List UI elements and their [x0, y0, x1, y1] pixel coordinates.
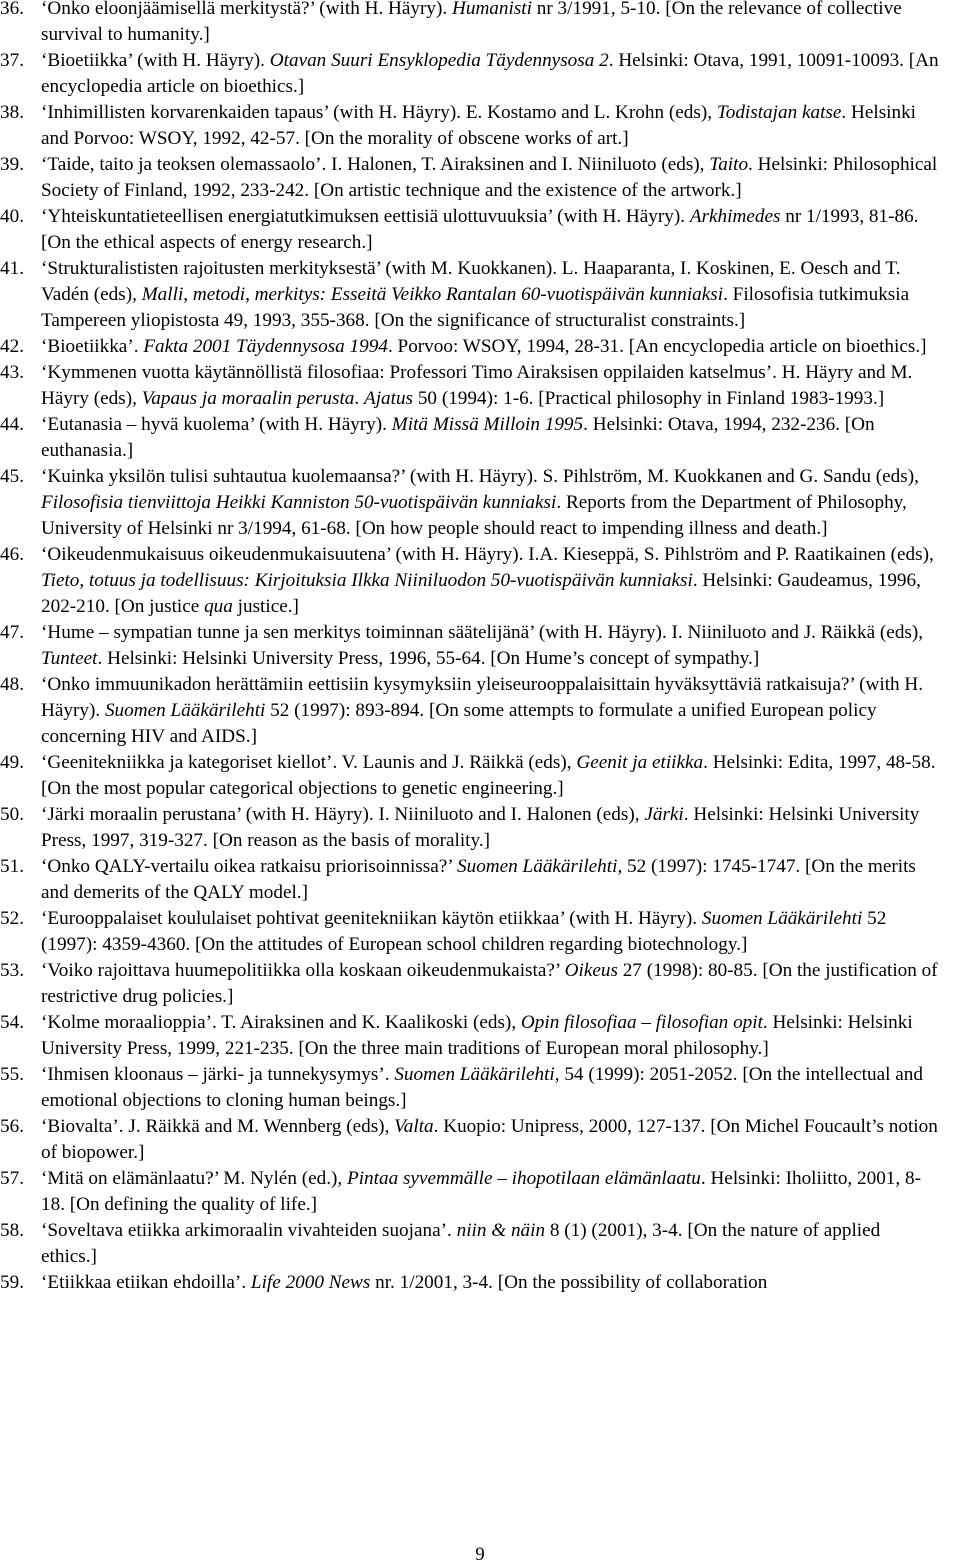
entry-text: , 52 (1997): 1745-1747. [On the merits and demerits of the QALY model.] [41, 856, 916, 903]
entry-number: 55. [0, 1064, 24, 1085]
entry-number: 39. [0, 154, 24, 175]
italic-title: Järki [644, 804, 684, 825]
italic-title: Oikeus [564, 960, 618, 981]
reference-entry [0, 1062, 940, 1114]
reference-entry [0, 48, 940, 100]
entry-text: , 54 (1999): 2051-2052. [On the intellectual and emotional objections to cloning human beings.] [41, 1064, 923, 1111]
entry-text: ‘Hume – sympatian tunne ja sen merkitys toiminnan säätelijänä’ (with H. Häyry). I. Niiniluoto and J. Räikkä (eds), [41, 622, 924, 643]
italic-title: Life 2000 News [250, 1272, 371, 1293]
italic-title: Arkhimedes [689, 206, 781, 227]
entry-text: ‘Kymmenen vuotta käytännöllistä filosofiaa: Professori Timo Airaksisen oppilaiden katselmus’. H. Häyry and M. Häyry (eds), [41, 362, 913, 409]
reference-entry [0, 750, 940, 802]
entry-text: ‘Onko eloonjäämisellä merkitystä?’ (with H. Häyry). [41, 0, 452, 19]
entry-text: ‘Eurooppalaiset koululaiset pohtivat geenitekniikan käytön etiikkaa’ (with H. Häyry). [41, 908, 702, 929]
italic-title: Filosofisia tienviittoja Heikki Kanniston 50-vuotispäivän kunniaksi [41, 492, 557, 513]
entry-number: 51. [0, 856, 24, 877]
entry-text: ‘Strukturalististen rajoitusten merkityksestä’ (with M. Kuokkanen). L. Haaparanta, I. Koskinen, E. Oesch and T. Vadén (eds), [41, 258, 901, 305]
entry-text: ‘Geenitekniikka ja kategoriset kiellot’. V. Launis and J. Räikkä (eds), [41, 752, 577, 773]
entry-text: ‘Mitä on elämänlaatu?’ M. Nylén (ed.), [41, 1168, 347, 1189]
italic-title: Suomen Lääkärilehti [104, 700, 266, 721]
entry-text: ‘Etiikkaa etiikan ehdoilla’. [41, 1272, 251, 1293]
entry-text: ‘Voiko rajoittava huumepolitiikka olla koskaan oikeudenmukaista?’ [41, 960, 565, 981]
italic-title: Humanisti [452, 0, 532, 19]
italic-title: Vapaus ja moraalin perusta [141, 388, 355, 409]
entry-text: . Helsinki: Edita, 1997, 48-58. [On the most popular categorical objections to genetic engineering.] [41, 752, 936, 799]
italic-title: Geenit ja etiikka [576, 752, 704, 773]
entry-number: 43. [0, 362, 24, 383]
entry-number: 40. [0, 206, 24, 227]
italic-title: niin & näin [456, 1220, 546, 1241]
entry-text: ‘Ihmisen kloonaus – järki- ja tunnekysymys’. [41, 1064, 395, 1085]
entry-text: . [354, 388, 364, 409]
entry-text: ‘Taide, taito ja teoksen olemassaolo’. I. Halonen, T. Airaksinen and I. Niiniluoto (eds), [41, 154, 710, 175]
reference-entry [0, 1166, 940, 1218]
reference-entry [0, 360, 940, 412]
italic-title: Todistajan katse [716, 102, 842, 123]
entry-number: 49. [0, 752, 24, 773]
entry-number: 54. [0, 1012, 24, 1033]
reference-entry [0, 802, 940, 854]
italic-title: Taito [709, 154, 749, 175]
reference-entry [0, 1010, 940, 1062]
entry-text: . Filosofisia tutkimuksia Tampereen yliopistosta 49, 1993, 355-368. [On the significance of structuralist constraints.] [41, 284, 910, 331]
reference-entry [0, 334, 940, 360]
entry-text: ‘Soveltava etiikka arkimoraalin vivahteiden suojana’. [41, 1220, 457, 1241]
entry-text: . Reports from the Department of Philosophy, University of Helsinki nr 3/1994, 61-68. [On how people should react to impending illness and death.] [41, 492, 907, 539]
italic-title: Opin filosofiaa – filosofian opit [520, 1012, 763, 1033]
entry-text: 50 (1994): 1-6. [Practical philosophy in Finland 1983-1993.] [413, 388, 885, 409]
reference-entry [0, 542, 940, 620]
reference-entry [0, 1114, 940, 1166]
reference-entry [0, 412, 940, 464]
italic-title: Fakta 2001 Täydennysosa 1994 [143, 336, 388, 357]
entry-text: . Helsinki: Iholiitto, 2001, 8-18. [On defining the quality of life.] [41, 1168, 921, 1215]
entry-text: . Helsinki: Helsinki University Press, 1997, 319-327. [On reason as the basis of morality.] [41, 804, 920, 851]
entry-text: ‘Kuinka yksilön tulisi suhtautua kuolemaansa?’ (with H. Häyry). S. Pihlström, M. Kuokkanen and G. Sandu (eds), [41, 466, 919, 487]
entry-number: 56. [0, 1116, 24, 1137]
reference-entry [0, 854, 940, 906]
italic-title: Suomen Lääkärilehti [394, 1064, 555, 1085]
reference-entry [0, 0, 940, 48]
entry-number: 41. [0, 258, 24, 279]
entry-text: ‘Eutanasia – hyvä kuolema’ (with H. Häyry). [41, 414, 392, 435]
italic-title: Valta [394, 1116, 434, 1137]
entry-text: 52 (1997): 4359-4360. [On the attitudes of European school children regarding biotechnology.] [41, 908, 887, 955]
entry-text: . Helsinki: Otava, 1994, 232-236. [On euthanasia.] [41, 414, 875, 461]
entry-text: ‘Bioetiikka’. [41, 336, 144, 357]
entry-number: 44. [0, 414, 24, 435]
italic-title: Otavan Suuri Ensyklopedia Täydennysosa 2 [269, 50, 609, 71]
reference-entry [0, 620, 940, 672]
entry-text: . Porvoo: WSOY, 1994, 28-31. [An encyclopedia article on bioethics.] [387, 336, 927, 357]
reference-entry [0, 152, 940, 204]
italic-title: Suomen Lääkärilehti [457, 856, 618, 877]
entry-text: nr 1/1993, 81-86. [On the ethical aspects of energy research.] [41, 206, 919, 253]
entry-text: ‘Bioetiikka’ (with H. Häyry). [41, 50, 270, 71]
entry-text: 52 (1997): 893-894. [On some attempts to formulate a unified European policy concerning HIV and AIDS.] [41, 700, 877, 747]
entry-number: 42. [0, 336, 24, 357]
entry-text: ‘Inhimillisten korvarenkaiden tapaus’ (with H. Häyry). E. Kostamo and L. Krohn (eds), [41, 102, 717, 123]
entry-number: 45. [0, 466, 24, 487]
entry-text: ‘Onko QALY-vertailu oikea ratkaisu priorisoinnissa?’ [41, 856, 458, 877]
entry-number: 37. [0, 50, 24, 71]
entry-number: 52. [0, 908, 24, 929]
italic-title: Tunteet [41, 648, 98, 669]
entry-number: 47. [0, 622, 24, 643]
entry-text: 27 (1998): 80-85. [On the justification of restrictive drug policies.] [41, 960, 938, 1007]
reference-entry [0, 672, 940, 750]
italic-title: Tieto, totuus ja todellisuus: Kirjoituksia Ilkka Niiniluodon 50-vuotispäivän kunniaksi [41, 570, 693, 591]
italic-title: qua [204, 596, 233, 617]
entry-text: . Helsinki: Helsinki University Press, 1996, 55-64. [On Hume’s concept of sympathy.] [97, 648, 760, 669]
entry-text: . Kuopio: Unipress, 2000, 127-137. [On Michel Foucault’s notion of biopower.] [41, 1116, 938, 1163]
entry-text: nr. 1/2001, 3-4. [On the possibility of collaboration [370, 1272, 768, 1293]
entry-text: ‘Biovalta’. J. Räikkä and M. Wennberg (eds), [41, 1116, 395, 1137]
reference-entry [0, 1218, 940, 1270]
entry-text: . Helsinki: Helsinki University Press, 1999, 221-235. [On the three main traditions of European moral philosophy.] [41, 1012, 913, 1059]
entry-text: ‘Onko immuunikadon herättämiin eettisiin kysymyksiin yleiseurooppalaisittain hyväksyttäviä ratkaisuja?’ (with H. Häyry). [41, 674, 924, 721]
entry-text: ‘Yhteiskuntatieteellisen energiatutkimuksen eettisiä ulottuvuuksia’ (with H. Häyry). [41, 206, 690, 227]
entry-number: 38. [0, 102, 24, 123]
reference-entry [0, 100, 940, 152]
reference-entry [0, 958, 940, 1010]
reference-entry [0, 464, 940, 542]
entry-text: . Helsinki: Gaudeamus, 1996, 202-210. [On justice [41, 570, 921, 617]
entry-number: 53. [0, 960, 24, 981]
italic-title: Malli, metodi, merkitys: Esseitä Veikko Rantalan 60-vuotispäivän kunniaksi [141, 284, 724, 305]
italic-title: Ajatus [363, 388, 414, 409]
italic-title: Mitä Missä Milloin 1995 [391, 414, 584, 435]
reference-entry [0, 1270, 940, 1296]
entry-number: 48. [0, 674, 24, 695]
entry-number: 59. [0, 1272, 24, 1293]
entry-text: ‘Oikeudenmukaisuus oikeudenmukaisuutena’ (with H. Häyry). I.A. Kieseppä, S. Pihlström and P. Raatikainen (eds), [41, 544, 934, 565]
italic-title: Pintaa syvemmälle – ihopotilaan elämänlaatu [347, 1168, 701, 1189]
entry-text: . Helsinki: Otava, 1991, 10091-10093. [An encyclopedia article on bioethics.] [41, 50, 939, 97]
entry-text: ‘Kolme moraalioppia’. T. Airaksinen and K. Kaalikoski (eds), [41, 1012, 521, 1033]
entry-text: . Helsinki and Porvoo: WSOY, 1992, 42-57. [On the morality of obscene works of art.] [41, 102, 917, 149]
entry-number: 50. [0, 804, 24, 825]
italic-title: Suomen Lääkärilehti [701, 908, 863, 929]
entry-text: justice.] [232, 596, 299, 617]
reference-entry [0, 204, 940, 256]
reference-entry [0, 256, 940, 334]
entry-number: 36. [0, 0, 24, 19]
entry-text: . Helsinki: Philosophical Society of Finland, 1992, 233-242. [On artistic technique and the existence of the artwork.] [41, 154, 938, 201]
entry-text: nr 3/1991, 5-10. [On the relevance of collective survival to humanity.] [41, 0, 902, 45]
entry-number: 57. [0, 1168, 24, 1189]
entry-text: 8 (1) (2001), 3-4. [On the nature of applied ethics.] [41, 1220, 881, 1267]
entry-number: 58. [0, 1220, 24, 1241]
page-number: 9 [475, 1544, 485, 1565]
entry-text: ‘Järki moraalin perustana’ (with H. Häyry). I. Niiniluoto and I. Halonen (eds), [41, 804, 645, 825]
entry-number: 46. [0, 544, 24, 565]
reference-entry [0, 906, 940, 958]
